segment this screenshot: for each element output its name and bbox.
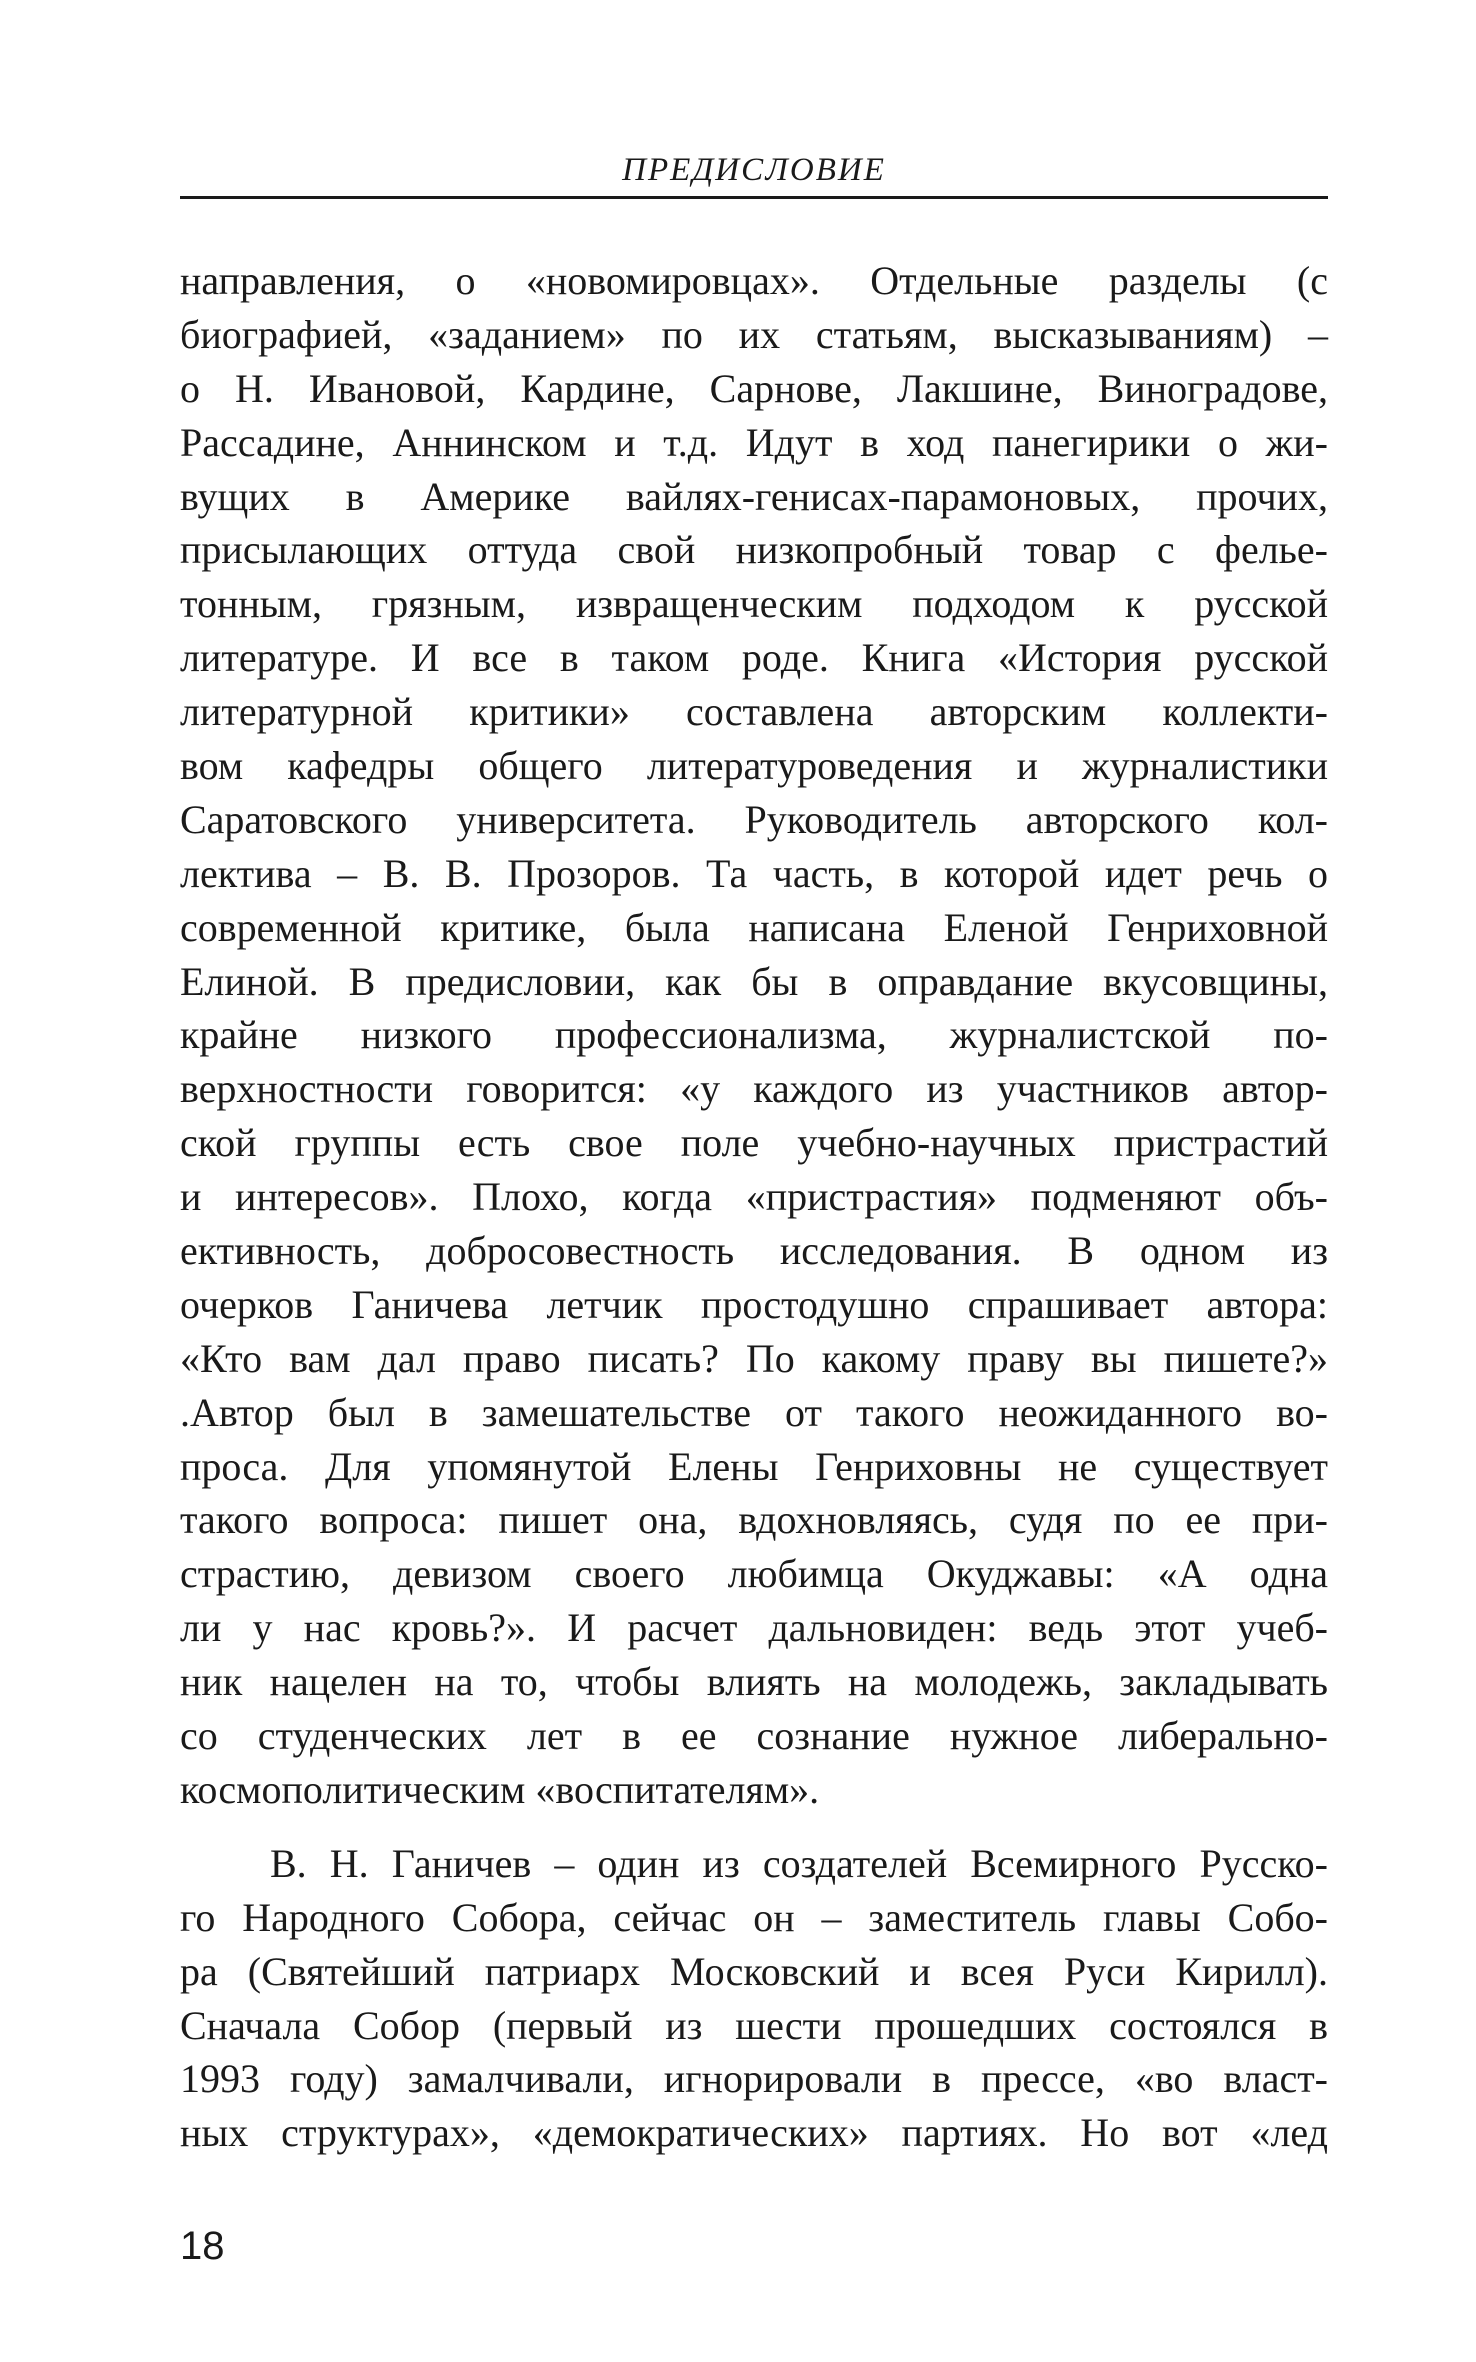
text-line: го Народного Собора, сейчас он – заместитель главы Собо- — [180, 1894, 1328, 1940]
text-line: крайне низкого профессионализма, журналистской по- — [180, 1012, 1328, 1058]
paragraph — [180, 1837, 1328, 2160]
text-line: Рассадине, Аннинском и т.д. Идут в ход панегирики о жи- — [180, 419, 1328, 465]
text-line: ективность, добросовестность исследования. В одном из — [180, 1228, 1328, 1274]
text-line: ра (Святейший патриарх Московский и всея Руси Кирилл). — [180, 1948, 1328, 1994]
text-line: о Н. Ивановой, Кардине, Сарнове, Лакшине, Виноградове, — [180, 365, 1328, 411]
body-text — [180, 254, 1328, 2160]
text-line: биографией, «заданием» по их статьям, высказываниям) – — [180, 311, 1328, 357]
text-line: присылающих оттуда свой низкопробный товар с фелье- — [180, 527, 1328, 573]
text-line: космополитическим «воспитателям». — [180, 1766, 820, 1812]
header-rule — [180, 196, 1328, 199]
text-line: современной критике, была написана Еленой Генриховной — [180, 904, 1328, 950]
paragraph — [180, 254, 1328, 1817]
text-line: Сначала Собор (первый из шести прошедших состоялся в — [180, 2002, 1328, 2048]
text-line: .Автор был в замешательстве от такого неожиданного во- — [180, 1389, 1328, 1435]
text-line: литературе. И все в таком роде. Книга «История русской — [180, 635, 1328, 681]
text-line: ных структурах», «демократических» партиях. Но вот «лед — [180, 2110, 1328, 2156]
text-line: тонным, грязным, извращенческим подходом к русской — [180, 581, 1328, 627]
text-line: очерков Ганичева летчик простодушно спрашивает автора: — [180, 1281, 1328, 1327]
text-line: 1993 году) замалчивали, игнорировали в прессе, «во власт- — [180, 2056, 1328, 2102]
text-line: страстию, девизом своего любимца Окуджавы: «А одна — [180, 1551, 1328, 1597]
running-head: ПРЕДИСЛОВИЕ — [622, 152, 886, 188]
page-number: 18 — [180, 2224, 225, 2268]
text-line: литературной критики» составлена авторским коллекти- — [180, 689, 1328, 735]
paragraph-gap — [180, 1817, 1328, 1837]
text-line: и интересов». Плохо, когда «пристрастия» подменяют объ- — [180, 1174, 1328, 1220]
text-line: вущих в Америке вайлях-генисах-парамоновых, прочих, — [180, 473, 1328, 519]
text-line: ник нацелен на то, чтобы влиять на молодежь, закладывать — [180, 1659, 1328, 1705]
text-line: проса. Для упомянутой Елены Генриховны не существует — [180, 1443, 1328, 1489]
text-line: ли у нас кровь?». И расчет дальновиден: ведь этот учеб- — [180, 1605, 1328, 1651]
text-line: со студенческих лет в ее сознание нужное либерально- — [180, 1713, 1328, 1759]
text-line: Елиной. В предисловии, как бы в оправдание вкусовщины, — [180, 958, 1328, 1004]
text-line: такого вопроса: пишет она, вдохновляясь, судя по ее при- — [180, 1497, 1328, 1543]
text-line: ской группы есть свое поле учебно-научных пристрастий — [180, 1120, 1328, 1166]
text-line: В. Н. Ганичев – один из создателей Всемирного Русско- — [270, 1840, 1328, 1886]
text-line: «Кто вам дал право писать? По какому праву вы пишете?» — [180, 1335, 1328, 1381]
text-line: верхностности говорится: «у каждого из участников автор- — [180, 1066, 1328, 1112]
text-line: Саратовского университета. Руководитель авторского кол- — [180, 796, 1328, 842]
text-line: направления, о «новомировцах». Отдельные разделы (с — [180, 258, 1328, 303]
text-line: лектива – В. В. Прозоров. Та часть, в которой идет речь о — [180, 850, 1328, 896]
text-line: вом кафедры общего литературоведения и журналистики — [180, 743, 1328, 789]
